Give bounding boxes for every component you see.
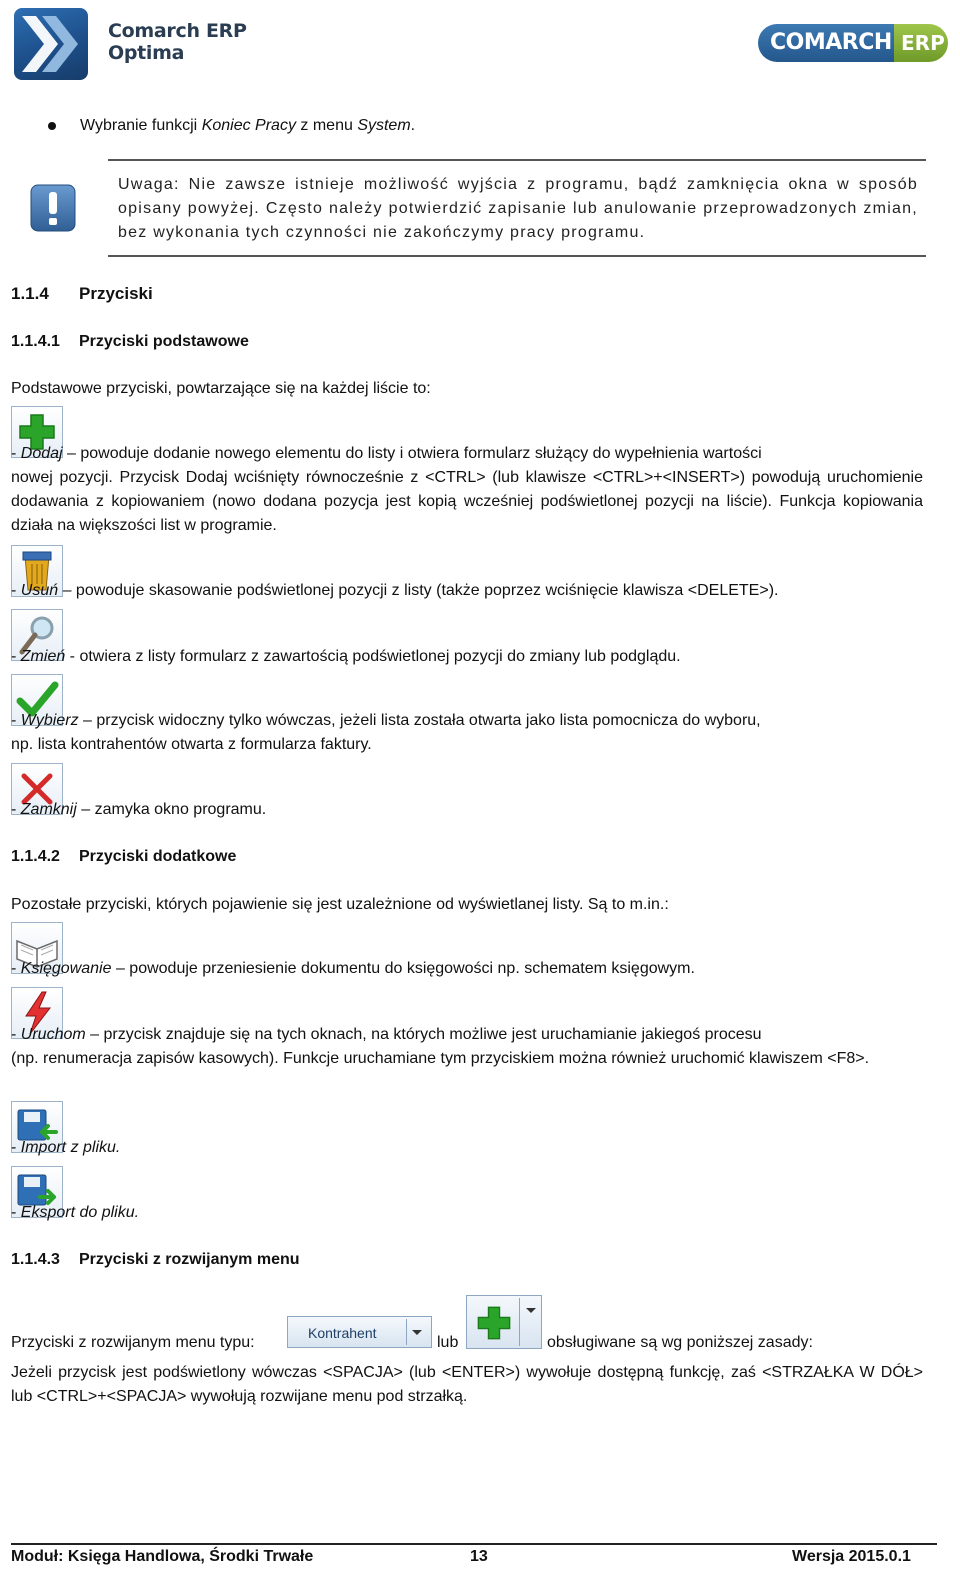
basic-buttons-intro: Podstawowe przyciski, powtarzające się na każdej liście to: xyxy=(11,380,431,397)
dropdown-after-text: obsługiwane są wg poniższej zasady: xyxy=(547,1334,813,1351)
product-name-line1: Comarch ERP xyxy=(108,20,247,42)
dropdown-rule-text: Jeżeli przycisk jest podświetlony wówczas <SPACJA> (lub <ENTER>) wywołuje dostępną funkcję, zaś <STRZAŁKA W DÓŁ> lub <CTRL>+<SPACJA> wywołują rozwijane menu pod strzałką. xyxy=(11,1364,923,1405)
section-heading-1-1-4-2: 1.1.4.2 Przyciski dodatkowe xyxy=(11,848,237,865)
section-heading-1-1-4-3: 1.1.4.3 Przyciski z rozwijanym menu xyxy=(11,1251,300,1268)
brand-main-text: COMARCH xyxy=(770,30,892,55)
zamknij-description: - Zamknij – zamyka okno programu. xyxy=(11,801,267,818)
chevron-down-icon[interactable] xyxy=(526,1308,536,1313)
kontrahent-dropdown-button[interactable] xyxy=(287,1316,432,1348)
chevron-down-icon[interactable] xyxy=(412,1330,422,1335)
product-name xyxy=(108,20,247,64)
ksiegowanie-description: - Księgowanie – powoduje przeniesienie dokumentu do księgowości np. schematem księgowym. xyxy=(11,960,695,977)
section-heading-1-1-4: 1.1.4 Przyciski xyxy=(11,284,153,303)
footer-page-number: 13 xyxy=(470,1548,488,1565)
note-text: Uwaga: Nie zawsze istnieje możliwość wyjścia z programu, bądź zamknięcia okna w sposób opisany powyżej. Często należy potwierdzić zapisanie lub anulowanie przeprowadzonych zmian, bez wykonania tych czynności nie zakończymy pracy programu. xyxy=(118,176,918,241)
warning-icon xyxy=(30,184,76,232)
note-bottom-border xyxy=(108,255,926,257)
wybierz-description: - Wybierz – przycisk widoczny tylko wówczas, jeżeli lista została otwarta jako lista pomocnicza do wyboru, np. lista kontrahentów otwarta z formularza faktury. xyxy=(11,712,761,753)
bullet-dot xyxy=(48,122,56,130)
footer-module: Moduł: Księga Handlowa, Środki Trwałe xyxy=(11,1548,314,1565)
comarch-optima-logo xyxy=(14,8,254,80)
dropdown-intro: Przyciski z rozwijanym menu typu: xyxy=(11,1334,255,1351)
optima-logo-icon xyxy=(14,8,88,80)
uruchom-description: - Uruchom – przycisk znajduje się na tych oknach, na których możliwe jest uruchamianie jakiegoś procesu (np. renumeracja zapisów kasowych). Funkcje uruchamiane tym przyciskiem można również uruchomić klawiszem <F8>. xyxy=(11,1026,870,1067)
brand-suffix-text: ERP xyxy=(901,31,945,55)
eksport-description: - Eksport do pliku. xyxy=(11,1204,140,1221)
kontrahent-button-label: Kontrahent xyxy=(308,1325,377,1341)
or-text: lub xyxy=(437,1334,459,1351)
dropdown-separator xyxy=(406,1319,407,1345)
section-heading-1-1-4-1: 1.1.4.1 Przyciski podstawowe xyxy=(11,333,249,350)
add-dropdown-button[interactable] xyxy=(466,1295,542,1349)
footer-version: Wersja 2015.0.1 xyxy=(792,1548,911,1565)
note-top-border xyxy=(108,159,926,161)
comarch-erp-logo xyxy=(758,24,948,62)
product-name-line2: Optima xyxy=(108,42,185,64)
zmien-description: - Zmień - otwiera z listy formularz z zawartością podświetlonej pozycji do zmiany lub podglądu. xyxy=(11,648,681,665)
extra-buttons-intro: Pozostałe przyciski, których pojawienie się jest uzależnione od wyświetlanej listy. Są to m.in.: xyxy=(11,896,669,913)
bullet-text: Wybranie funkcji Koniec Pracy z menu System. xyxy=(80,117,416,134)
add-plus-icon xyxy=(471,1300,517,1346)
import-description: - Import z pliku. xyxy=(11,1139,121,1156)
dropdown-separator xyxy=(519,1298,520,1346)
dodaj-description: - Dodaj – powoduje dodanie nowego elementu do listy i otwiera formularz służący do wypełnienia wartości nowej pozycji. Przycisk Dodaj wciśnięty równocześnie z <CTRL> (lub klawisze <CTRL>+<INSERT>) powodują uruchomienie dodawania z kopiowaniem (nowo dodana pozycja jest kopią wcześniej podświetlonej pozycji na liście). Funkcja kopiowania działa na większości list w programie. xyxy=(11,445,923,534)
usun-description: - Usuń – powoduje skasowanie podświetlonej pozycji z listy (także poprzez wciśnięcie klawisza <DELETE>). xyxy=(11,582,779,599)
